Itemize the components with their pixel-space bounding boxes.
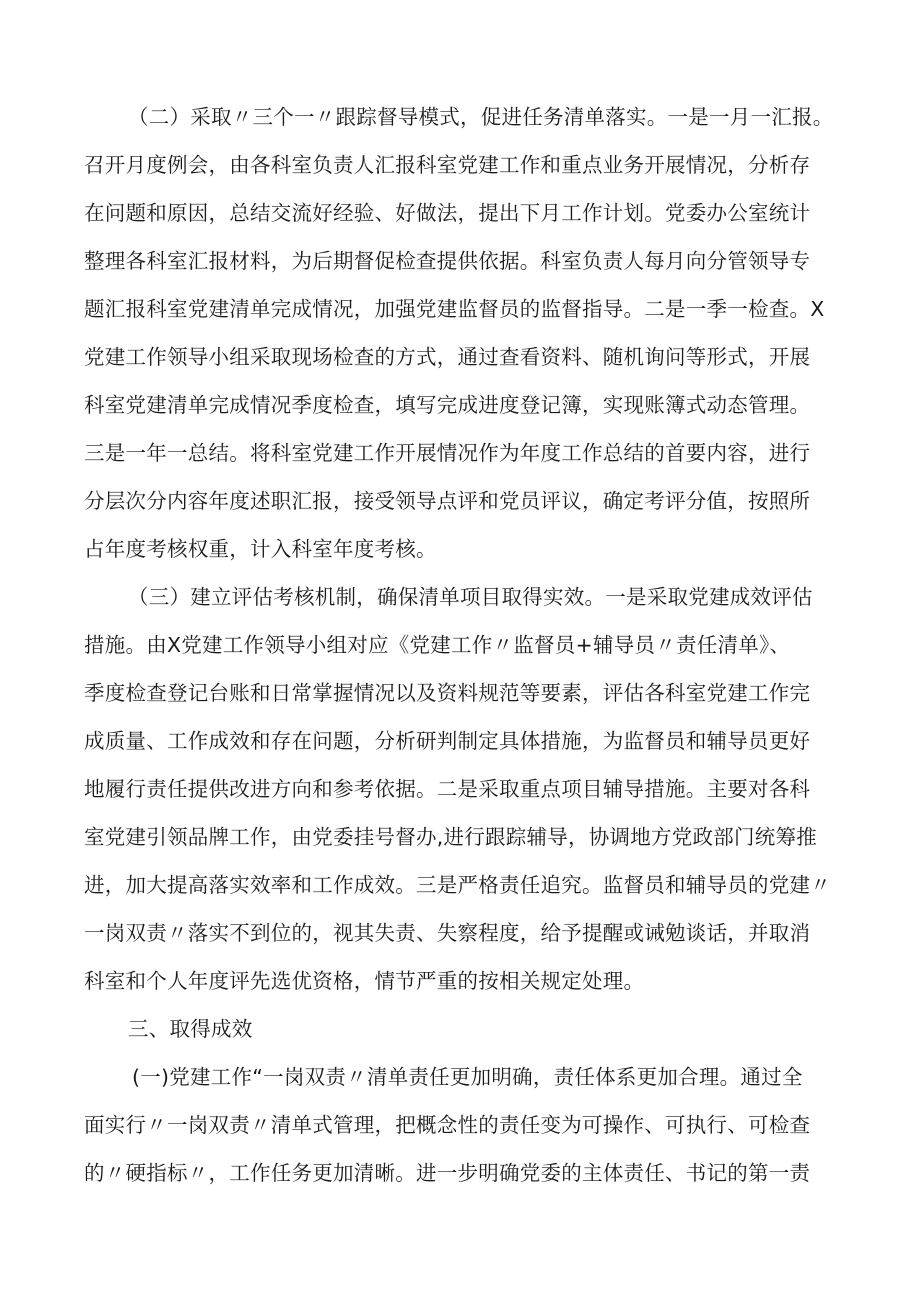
paragraph-3-line-7: 进，加大提高落实效率和工作成效。三是严格责任追究。监督员和辅导员的党建〃 <box>84 873 831 897</box>
paragraph-3-line-6: 室党建引领品牌工作，由党委挂号督办,进行跟踪辅导，协调地方党政部门统筹推 <box>84 825 818 849</box>
paragraph-2-line-8: 三是一年一总结。将科室党建工作开展情况作为年度工作总结的首要内容，进行 <box>84 441 811 465</box>
paragraph-4-line-1: (一)党建工作“一岗双责〃清单责任更加明确，责任体系更加合理。通过全 <box>132 1065 803 1089</box>
paragraph-3-line-1: （三）建立评估考核机制，确保清单项目取得实效。一是采取党建成效评估 <box>128 585 813 609</box>
paragraph-4-line-3: 的〃硬指标〃，工作任务更加清晰。进一步明确党委的主体责任、书记的第一责 <box>84 1161 811 1185</box>
paragraph-3-line-8: 一岗双责〃落实不到位的，视其失责、失察程度，给予提醒或诫勉谈话，并取消 <box>84 921 811 945</box>
paragraph-3-line-3: 季度检查登记台账和日常掌握情况以及资料规范等要素，评估各科室党建工作完 <box>84 681 811 705</box>
paragraph-2-line-7: 科室党建清单完成情况季度检查，填写完成进度登记簿，实现账簿式动态管理。 <box>84 393 811 417</box>
paragraph-3-line-5: 地履行责任提供改进方向和参考依据。二是采取重点项目辅导措施。主要对各科 <box>84 777 811 801</box>
paragraph-2-line-4: 整理各科室汇报材料，为后期督促检查提供依据。科室负责人每月向分管领导专 <box>84 249 811 273</box>
paragraph-3-line-2: 措施。由X党建工作领导小组对应《党建工作〃监督员+辅导员〃责任清单》、 <box>84 633 791 657</box>
section-heading-results: 三、取得成效 <box>128 1017 253 1041</box>
paragraph-3-line-4: 成质量、工作成效和存在问题，分析研判制定具体措施，为监督员和辅导员更好 <box>84 729 811 753</box>
paragraph-2-line-9: 分层次分内容年度述职汇报，接受领导点评和党员评议，确定考评分值，按照所 <box>84 489 811 513</box>
paragraph-2-line-6: 党建工作领导小组采取现场检查的方式，通过查看资料、随机询问等形式，开展 <box>84 345 811 369</box>
paragraph-2-line-5: 题汇报科室党建清单完成情况，加强党建监督员的监督指导。二是一季一检查。X <box>84 297 825 321</box>
paragraph-4-line-2: 面实行〃一岗双责〃清单式管理，把概念性的责任变为可操作、可执行、可检查 <box>84 1113 811 1137</box>
paragraph-2-line-10: 占年度考核权重，计入科室年度考核。 <box>84 537 437 561</box>
paragraph-2-line-3: 在问题和原因，总结交流好经验、好做法，提出下月工作计划。党委办公室统计 <box>84 201 811 225</box>
paragraph-2-line-1: （二）采取〃三个一〃跟踪督导模式，促进任务清单落实。一是一月一汇报。 <box>128 105 834 129</box>
paragraph-3-line-9: 科室和个人年度评先选优资格，情节严重的按相关规定处理。 <box>84 969 645 993</box>
paragraph-2-line-2: 召开月度例会，由各科室负责人汇报科室党建工作和重点业务开展情况，分析存 <box>84 153 811 177</box>
